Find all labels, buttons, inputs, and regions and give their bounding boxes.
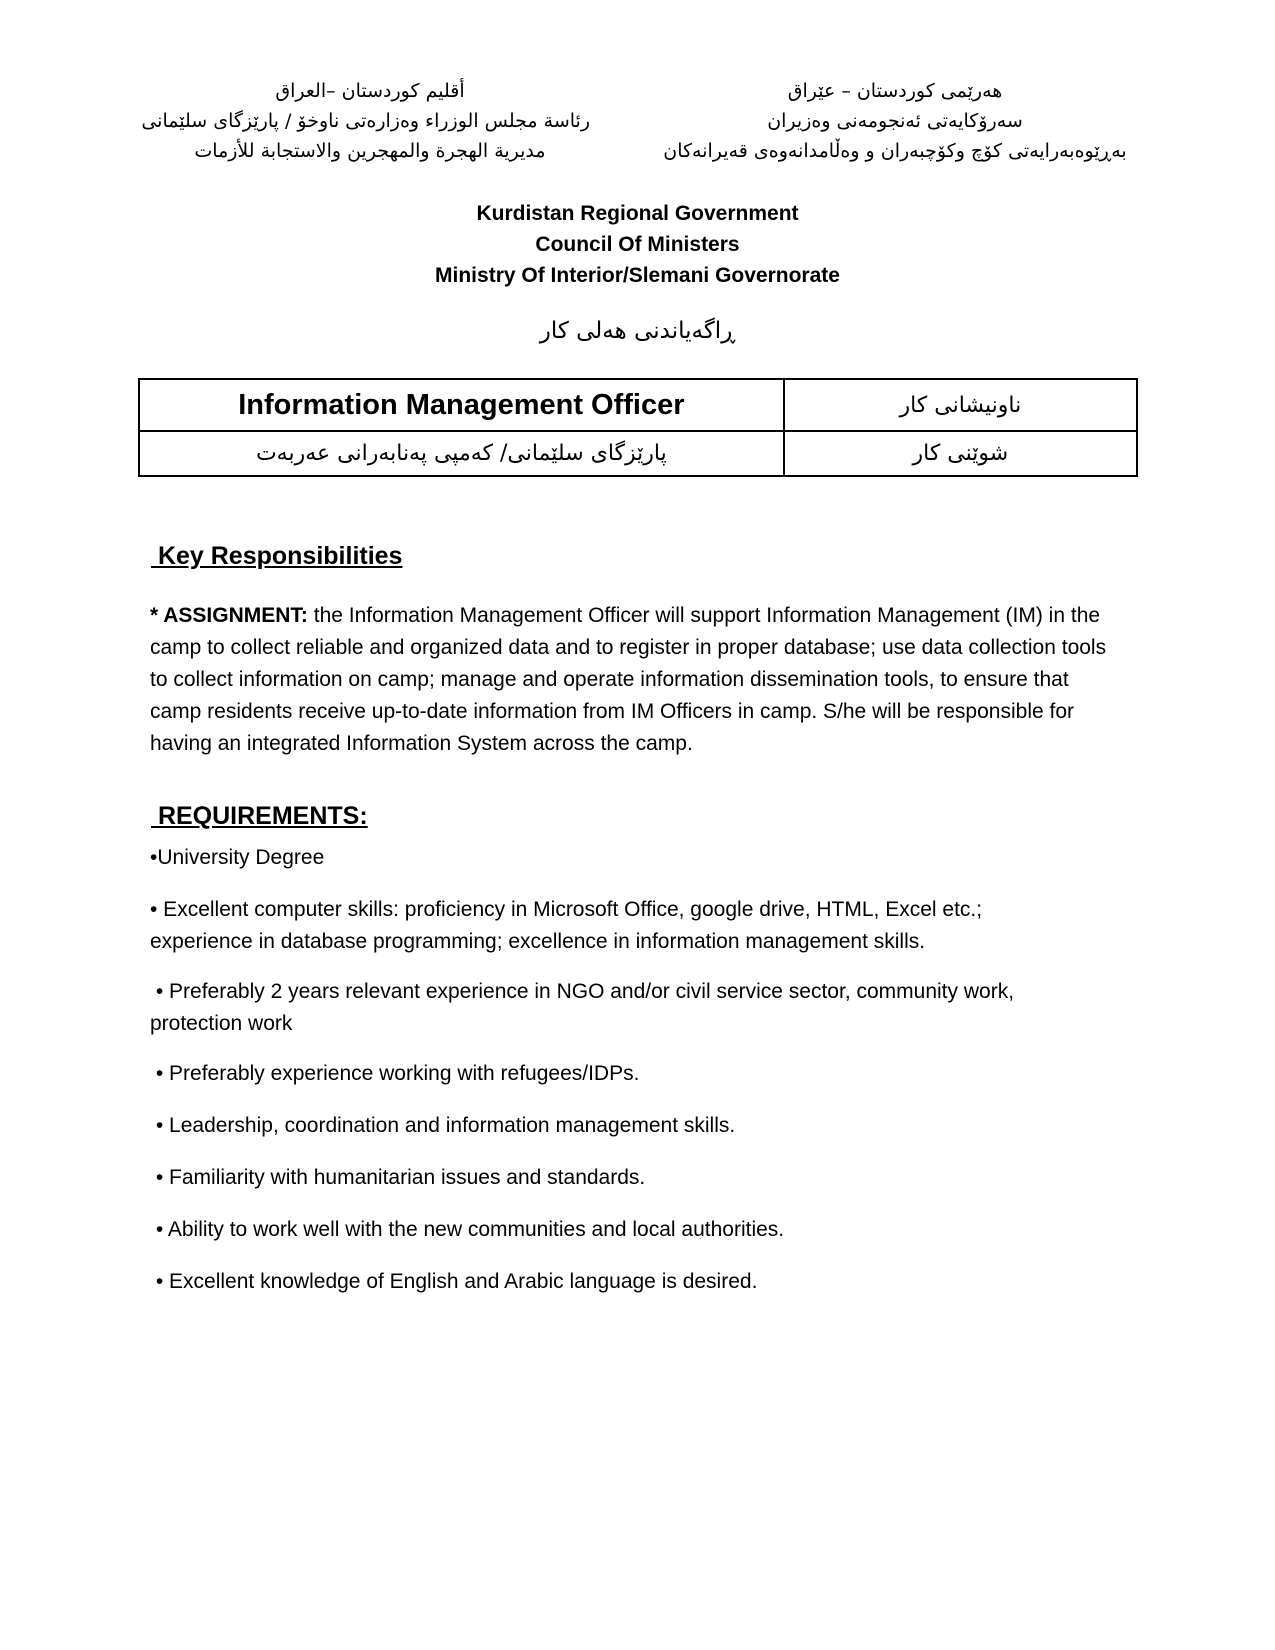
- assignment-paragraph: [150, 600, 1130, 760]
- assignment-label: * ASSIGNMENT:: [150, 604, 308, 627]
- header-kurdish-line: سەرۆکایەتی ئەنجومەنی وەزیران: [767, 110, 1023, 132]
- key-responsibilities-heading: Key Responsibilities: [151, 542, 403, 570]
- assignment-line: to collect information on camp; manage and operate information dissemination tools, to ensure that: [150, 668, 1069, 691]
- job-title-value: Information Management Officer: [139, 379, 784, 431]
- header-kurdish-line: بەڕێوەبەرایەتی کۆچ وکۆچبەران و وەڵامدانەوەی قەیرانەکان: [663, 140, 1127, 162]
- header-english-line: Kurdistan Regional Government: [476, 202, 799, 225]
- header-arabic-line: رئاسة مجلس الوزراء وەزارەتی ناوخۆ / پارێزگای سلێمانی: [141, 110, 590, 132]
- assignment-line: camp residents receive up-to-date information from IM Officers in camp. S/he will be responsible for: [150, 700, 1074, 723]
- requirement-item: • Excellent computer skills: proficiency in Microsoft Office, google drive, HTML, Excel etc.; experience in database programming; excellence in information management skills.: [150, 898, 983, 953]
- header-arabic-line: مديرية الهجرة والمهجرين والاستجابة للأزمات: [194, 140, 546, 162]
- requirement-item: • Preferably 2 years relevant experience in NGO and/or civil service sector, community work, protection work: [150, 980, 1015, 1035]
- assignment-line: having an integrated Information System across the camp.: [150, 732, 693, 755]
- requirement-item: • Leadership, coordination and information management skills.: [150, 1114, 736, 1137]
- requirement-item: • Familiarity with humanitarian issues and standards.: [150, 1166, 646, 1189]
- requirement-item: • Excellent knowledge of English and Arabic language is desired.: [150, 1270, 758, 1293]
- header-kurdish-block: [655, 76, 1135, 166]
- requirement-item: •University Degree: [150, 846, 325, 869]
- assignment-line: camp to collect reliable and organized data and to register in proper database; use data collection tools: [150, 636, 1107, 659]
- requirements-heading: REQUIREMENTS:: [151, 802, 368, 830]
- requirement-item: • Ability to work well with the new communities and local authorities.: [150, 1218, 785, 1241]
- job-location-label: شوێنی کار: [784, 431, 1137, 476]
- assignment-line: the Information Management Officer will support Information Management (IM) in the: [307, 604, 1101, 627]
- requirement-item: • Preferably experience working with refugees/IDPs.: [150, 1062, 640, 1085]
- job-announcement-title: ڕاگەیاندنی هەلی کار: [539, 318, 736, 344]
- header-arabic-block: [141, 76, 590, 166]
- job-info-table: [138, 378, 1138, 477]
- job-title-label: ناونیشانی کار: [784, 379, 1137, 431]
- table-row: [139, 431, 1137, 476]
- header-kurdish-line: هەرێمی کوردستان – عێراق: [787, 80, 1003, 102]
- job-location-value: پارێزگای سلێمانی/ کەمپی پەنابەرانی عەربەت: [139, 431, 784, 476]
- header-arabic-line: أقليم كوردستان –العراق: [275, 80, 465, 102]
- header-english-block: [0, 198, 1275, 291]
- header-english-line: Council Of Ministers: [535, 233, 740, 256]
- table-row: [139, 379, 1137, 431]
- header-english-line: Ministry Of Interior/Slemani Governorate: [435, 264, 840, 287]
